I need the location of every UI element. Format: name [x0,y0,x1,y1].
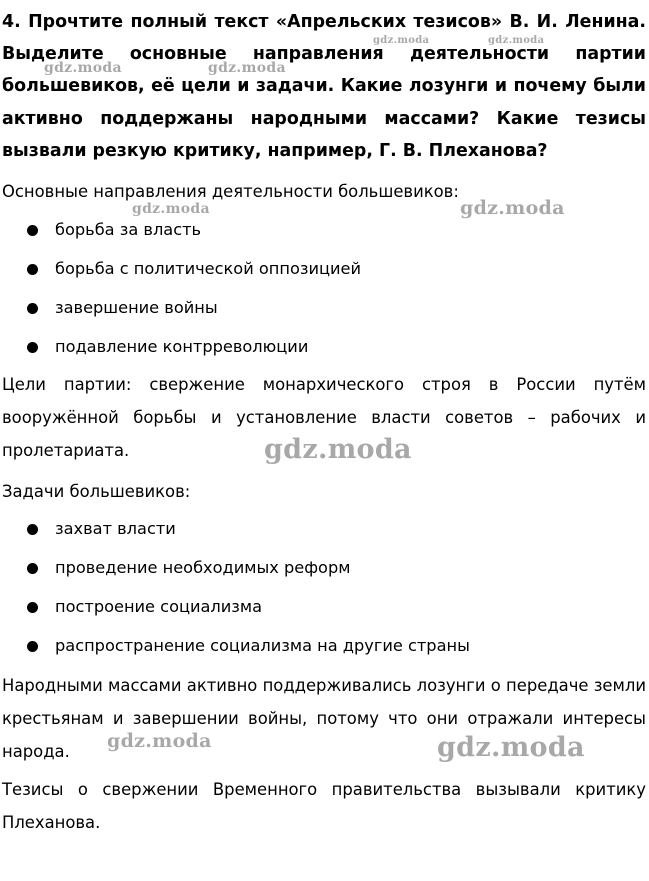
watermark: gdz.moda [488,35,545,46]
list-item-text: построение социализма [55,597,263,616]
list-item [0,634,640,673]
list-item-text: захват власти [55,519,176,538]
directions-heading: Основные направления деятельности большевиков: [2,182,459,201]
list-item-text: завершение войны [55,298,218,317]
bullet-icon [27,225,38,236]
directions-list [0,218,640,374]
tasks-list [0,517,640,673]
watermark: gdz.moda [437,732,585,763]
bullet-icon [27,264,38,275]
bullet-icon [27,641,38,652]
list-item-text: борьба за власть [55,220,202,239]
watermark: gdz.moda [107,730,212,752]
list-item [0,296,640,335]
list-item-text: проведение необходимых реформ [55,558,351,577]
list-item [0,556,640,595]
list-item [0,595,640,634]
tasks-heading: Задачи большевиков: [2,482,191,501]
list-item [0,218,640,257]
list-item [0,517,640,556]
slogans-paragraph: Народными массами активно поддерживались лозунги о передаче земли крестьянам и завершении войны, потому что они отражали интересы народа. [2,676,646,761]
watermark: gdz.moda [132,201,210,217]
list-item-text: подавление контрреволюции [55,337,309,356]
bullet-icon [27,602,38,613]
watermark: gdz.moda [208,60,286,76]
list-item-text: борьба с политической оппозицией [55,259,361,278]
watermark: gdz.moda [44,60,122,76]
bullet-icon [27,524,38,535]
bullet-icon [27,303,38,314]
watermark: gdz.moda [373,35,430,46]
watermark: gdz.moda [264,434,412,465]
criticism-paragraph: Тезисы о свержении Временного правительства вызывали критику Плеханова. [2,780,646,832]
goals-paragraph: Цели партии: свержение монархического строя в России путём вооружённой борьбы и установление власти советов – рабочих и пролетариата. [2,375,646,460]
bullet-icon [27,563,38,574]
watermark: gdz.moda [460,197,565,219]
question-text: 4. Прочтите полный текст «Апрельских тезисов» В. И. Ленина. Выделите основные направления деятельности партии большевиков, её цели и задачи. Какие лозунги и почему были активно поддержаны народными массами? Какие тезисы вызвали резкую критику, например, Г. В. Плеханова? [2,12,646,161]
list-item-text: распространение социализма на другие страны [55,636,470,655]
list-item [0,257,640,296]
bullet-icon [27,342,38,353]
